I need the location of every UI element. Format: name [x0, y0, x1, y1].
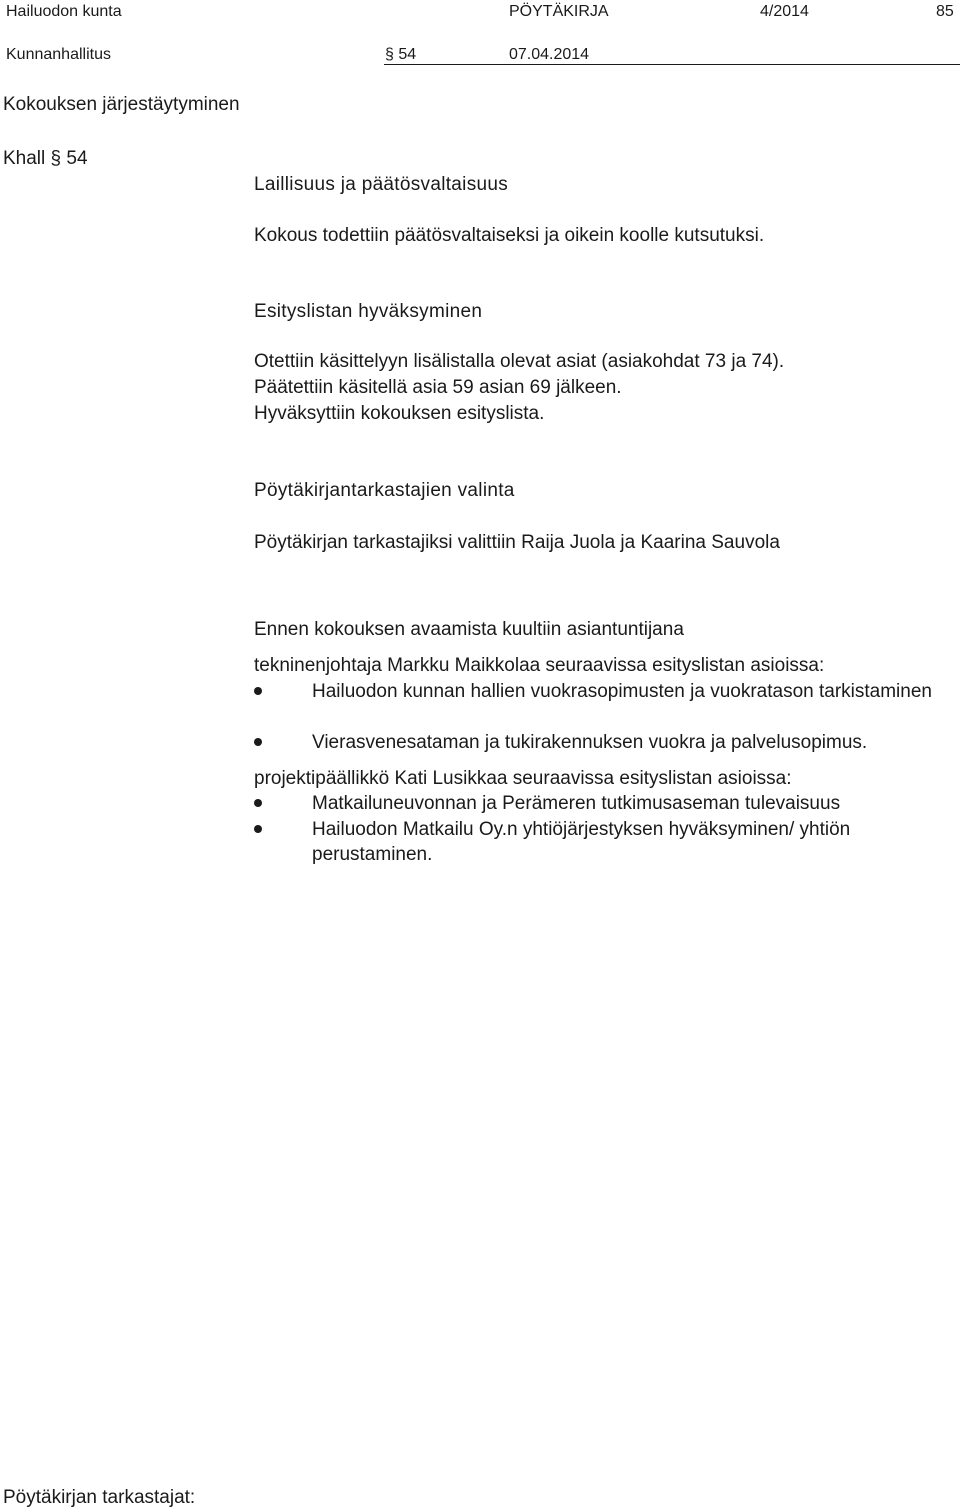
expert1-line: tekninenjohtaja Markku Maikkolaa seuraavissa esityslistan asioissa:	[254, 655, 825, 676]
bullet-icon	[254, 825, 262, 833]
legality-text: Kokous todettiin päätösvaltaiseksi ja oikein koolle kutsutuksi.	[254, 225, 765, 246]
inspectors-footer-label: Pöytäkirjan tarkastajat:	[3, 1487, 196, 1508]
issue-number: 4/2014	[760, 3, 809, 20]
section-reference: Khall § 54	[3, 148, 88, 169]
list-item-text: Hailuodon Matkailu Oy.n yhtiöjärjestyksen hyväksyminen/ yhtiön perustaminen.	[312, 819, 851, 865]
header-rule	[384, 64, 960, 65]
inspectors-heading: Pöytäkirjantarkastajien valinta	[254, 480, 515, 501]
bullet-icon	[254, 799, 262, 807]
bullet-icon	[254, 738, 262, 746]
document-type: PÖYTÄKIRJA	[509, 3, 609, 20]
page-number: 85	[936, 3, 954, 20]
agenda-heading: Esityslistan hyväksyminen	[254, 301, 483, 322]
inspectors-text: Pöytäkirjan tarkastajiksi valittiin Raija Juola ja Kaarina Sauvola	[254, 532, 780, 553]
list-item-text: Hailuodon kunnan hallien vuokrasopimusten ja vuokratason tarkistaminen	[312, 681, 932, 702]
legality-heading: Laillisuus ja päätösvaltaisuus	[254, 174, 509, 195]
governing-body: Kunnanhallitus	[6, 46, 111, 63]
list-item-text: Matkailuneuvonnan ja Perämeren tutkimusaseman tulevaisuus	[312, 793, 841, 814]
agenda-line: Otettiin käsittelyyn lisälistalla olevat asiat (asiakohdat 73 ja 74).	[254, 351, 785, 372]
experts-intro: Ennen kokouksen avaamista kuultiin asiantuntijana	[254, 619, 684, 640]
expert2-line: projektipäällikkö Kati Lusikkaa seuraavissa esityslistan asioissa:	[254, 768, 792, 789]
agenda-line: Hyväksyttiin kokouksen esityslista.	[254, 403, 545, 424]
agenda-line: Päätettiin käsitellä asia 59 asian 69 jälkeen.	[254, 377, 622, 398]
page-title: Kokouksen järjestäytyminen	[3, 94, 240, 115]
meeting-date: 07.04.2014	[509, 46, 590, 63]
bullet-icon	[254, 687, 262, 695]
section-number: § 54	[385, 46, 417, 63]
municipality-name: Hailuodon kunta	[6, 3, 122, 20]
list-item-text: Vierasvenesataman ja tukirakennuksen vuokra ja palvelusopimus.	[312, 732, 868, 753]
